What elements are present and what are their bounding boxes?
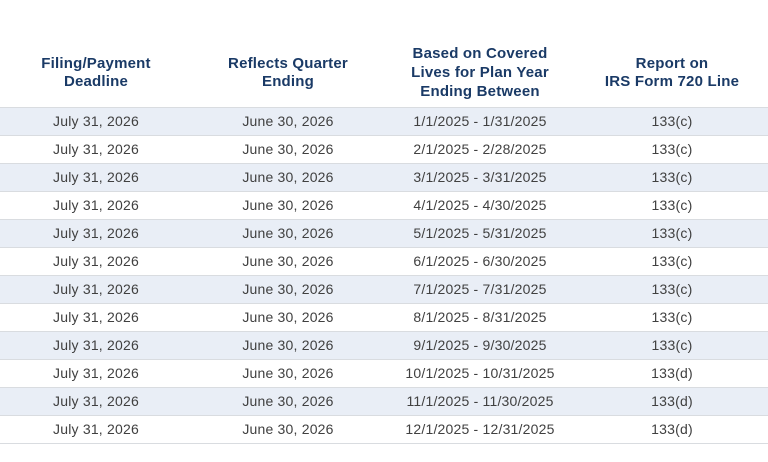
cell-filing-payment-deadline: July 31, 2026 [0, 303, 192, 331]
cell-filing-payment-deadline: July 31, 2026 [0, 415, 192, 443]
cell-irs-form-720-line: 133(c) [576, 275, 768, 303]
cell-irs-form-720-line: 133(d) [576, 387, 768, 415]
column-header-reflects-quarter-ending: Reflects Quarter Ending [192, 0, 384, 107]
cell-covered-lives-plan-year-ending: 8/1/2025 - 8/31/2025 [384, 303, 576, 331]
table-row [0, 107, 768, 135]
column-header-filing-payment-deadline: Filing/Payment Deadline [0, 0, 192, 107]
cell-irs-form-720-line: 133(c) [576, 247, 768, 275]
cell-reflects-quarter-ending: June 30, 2026 [192, 359, 384, 387]
cell-filing-payment-deadline: July 31, 2026 [0, 107, 192, 135]
table-row [0, 275, 768, 303]
table-row [0, 359, 768, 387]
table-row [0, 247, 768, 275]
cell-irs-form-720-line: 133(c) [576, 135, 768, 163]
cell-filing-payment-deadline: July 31, 2026 [0, 219, 192, 247]
cell-irs-form-720-line: 133(c) [576, 163, 768, 191]
cell-filing-payment-deadline: July 31, 2026 [0, 275, 192, 303]
cell-filing-payment-deadline: July 31, 2026 [0, 359, 192, 387]
cell-irs-form-720-line: 133(c) [576, 219, 768, 247]
table-row [0, 163, 768, 191]
cell-reflects-quarter-ending: June 30, 2026 [192, 163, 384, 191]
cell-reflects-quarter-ending: June 30, 2026 [192, 247, 384, 275]
cell-covered-lives-plan-year-ending: 4/1/2025 - 4/30/2025 [384, 191, 576, 219]
cell-filing-payment-deadline: July 31, 2026 [0, 135, 192, 163]
cell-covered-lives-plan-year-ending: 12/1/2025 - 12/31/2025 [384, 415, 576, 443]
cell-irs-form-720-line: 133(d) [576, 415, 768, 443]
cell-covered-lives-plan-year-ending: 2/1/2025 - 2/28/2025 [384, 135, 576, 163]
table-row [0, 331, 768, 359]
cell-filing-payment-deadline: July 31, 2026 [0, 191, 192, 219]
cell-reflects-quarter-ending: June 30, 2026 [192, 275, 384, 303]
table-header [0, 0, 768, 107]
cell-covered-lives-plan-year-ending: 10/1/2025 - 10/31/2025 [384, 359, 576, 387]
cell-irs-form-720-line: 133(d) [576, 359, 768, 387]
column-header-covered-lives-plan-year-ending: Based on Covered Lives for Plan Year Ending Between [384, 0, 576, 107]
cell-filing-payment-deadline: July 31, 2026 [0, 163, 192, 191]
cell-covered-lives-plan-year-ending: 1/1/2025 - 1/31/2025 [384, 107, 576, 135]
cell-irs-form-720-line: 133(c) [576, 303, 768, 331]
cell-covered-lives-plan-year-ending: 11/1/2025 - 11/30/2025 [384, 387, 576, 415]
cell-reflects-quarter-ending: June 30, 2026 [192, 219, 384, 247]
table-row [0, 303, 768, 331]
cell-covered-lives-plan-year-ending: 6/1/2025 - 6/30/2025 [384, 247, 576, 275]
cell-reflects-quarter-ending: June 30, 2026 [192, 107, 384, 135]
column-header-irs-form-720-line: Report on IRS Form 720 Line [576, 0, 768, 107]
table-row [0, 387, 768, 415]
cell-covered-lives-plan-year-ending: 9/1/2025 - 9/30/2025 [384, 331, 576, 359]
table-row [0, 219, 768, 247]
cell-filing-payment-deadline: July 31, 2026 [0, 387, 192, 415]
cell-irs-form-720-line: 133(c) [576, 331, 768, 359]
cell-covered-lives-plan-year-ending: 7/1/2025 - 7/31/2025 [384, 275, 576, 303]
table-row [0, 135, 768, 163]
cell-reflects-quarter-ending: June 30, 2026 [192, 303, 384, 331]
cell-covered-lives-plan-year-ending: 5/1/2025 - 5/31/2025 [384, 219, 576, 247]
cell-reflects-quarter-ending: June 30, 2026 [192, 191, 384, 219]
cell-filing-payment-deadline: July 31, 2026 [0, 331, 192, 359]
cell-irs-form-720-line: 133(c) [576, 107, 768, 135]
table-row [0, 415, 768, 443]
cell-covered-lives-plan-year-ending: 3/1/2025 - 3/31/2025 [384, 163, 576, 191]
cell-reflects-quarter-ending: June 30, 2026 [192, 415, 384, 443]
table-header-row [0, 0, 768, 107]
cell-irs-form-720-line: 133(c) [576, 191, 768, 219]
cell-reflects-quarter-ending: June 30, 2026 [192, 135, 384, 163]
cell-filing-payment-deadline: July 31, 2026 [0, 247, 192, 275]
table-body [0, 107, 768, 443]
cell-reflects-quarter-ending: June 30, 2026 [192, 387, 384, 415]
table-row [0, 191, 768, 219]
cell-reflects-quarter-ending: June 30, 2026 [192, 331, 384, 359]
